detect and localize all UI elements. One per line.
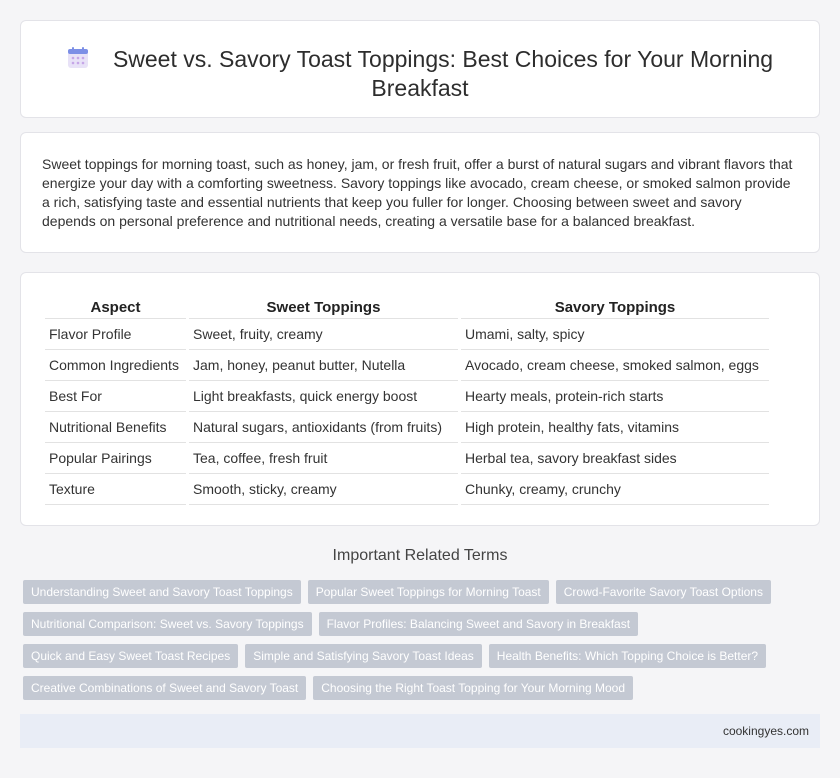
header-card bbox=[20, 20, 820, 118]
calendar-icon bbox=[67, 47, 89, 69]
comparison-table bbox=[42, 297, 772, 505]
column-header-savory: Savory Toppings bbox=[461, 297, 769, 319]
header-inner bbox=[21, 45, 819, 103]
table-row bbox=[45, 381, 769, 412]
table-row bbox=[45, 412, 769, 443]
table-header-row bbox=[45, 297, 769, 319]
table-cell: Jam, honey, peanut butter, Nutella bbox=[189, 350, 458, 381]
table-cell: Best For bbox=[45, 381, 186, 412]
table-cell: High protein, healthy fats, vitamins bbox=[461, 412, 769, 443]
footer bbox=[20, 714, 820, 748]
related-term-link[interactable]: Quick and Easy Sweet Toast Recipes bbox=[23, 644, 238, 668]
table-cell: Flavor Profile bbox=[45, 319, 186, 350]
related-term-link[interactable]: Simple and Satisfying Savory Toast Ideas bbox=[245, 644, 482, 668]
table-cell: Common Ingredients bbox=[45, 350, 186, 381]
table-cell: Chunky, creamy, crunchy bbox=[461, 474, 769, 505]
column-header-sweet: Sweet Toppings bbox=[189, 297, 458, 319]
comparison-table-card bbox=[20, 272, 820, 526]
related-term-link[interactable]: Crowd-Favorite Savory Toast Options bbox=[556, 580, 771, 604]
table-cell: Avocado, cream cheese, smoked salmon, eggs bbox=[461, 350, 769, 381]
related-term-link[interactable]: Nutritional Comparison: Sweet vs. Savory Toppings bbox=[23, 612, 312, 636]
related-terms-list bbox=[23, 580, 813, 708]
related-term-link[interactable]: Understanding Sweet and Savory Toast Toppings bbox=[23, 580, 301, 604]
related-term-link[interactable]: Popular Sweet Toppings for Morning Toast bbox=[308, 580, 549, 604]
intro-text: Sweet toppings for morning toast, such as honey, jam, or fresh fruit, offer a burst of natural sugars and vibrant flavors that energize your day with a comforting sweetness. Savory toppings like avocado, cream cheese, or smoked salmon provide a rich, satisfying taste and essential nutrients that keep you fuller for longer. Choosing between sweet and savory depends on personal preference and nutritional needs, creating a versatile base for a balanced breakfast. bbox=[42, 156, 793, 229]
table-cell: Tea, coffee, fresh fruit bbox=[189, 443, 458, 474]
related-term-link[interactable]: Creative Combinations of Sweet and Savory Toast bbox=[23, 676, 306, 700]
related-term-link[interactable]: Flavor Profiles: Balancing Sweet and Savory in Breakfast bbox=[319, 612, 638, 636]
column-header-aspect: Aspect bbox=[45, 297, 186, 319]
table-cell: Natural sugars, antioxidants (from fruits) bbox=[189, 412, 458, 443]
table-cell: Light breakfasts, quick energy boost bbox=[189, 381, 458, 412]
footer-site-link[interactable]: cookingyes.com bbox=[722, 724, 809, 738]
table-row bbox=[45, 474, 769, 505]
table-cell: Sweet, fruity, creamy bbox=[189, 319, 458, 350]
tag-row bbox=[23, 580, 813, 612]
related-terms-title: Important Related Terms bbox=[332, 547, 508, 564]
table-cell: Smooth, sticky, creamy bbox=[189, 474, 458, 505]
table-cell: Nutritional Benefits bbox=[45, 412, 186, 443]
tag-row bbox=[23, 644, 813, 676]
table-cell: Umami, salty, spicy bbox=[461, 319, 769, 350]
table-cell: Texture bbox=[45, 474, 186, 505]
table-cell: Herbal tea, savory breakfast sides bbox=[461, 443, 769, 474]
table-cell: Hearty meals, protein-rich starts bbox=[461, 381, 769, 412]
intro-card bbox=[20, 132, 820, 253]
table-row bbox=[45, 443, 769, 474]
related-term-link[interactable]: Health Benefits: Which Topping Choice is Better? bbox=[489, 644, 766, 668]
page-title: Sweet vs. Savory Toast Toppings: Best Choices for Your Morning Breakfast bbox=[112, 46, 774, 101]
tag-row bbox=[23, 676, 813, 708]
table-row bbox=[45, 319, 769, 350]
tag-row bbox=[23, 612, 813, 644]
table-row bbox=[45, 350, 769, 381]
related-term-link[interactable]: Choosing the Right Toast Topping for Your Morning Mood bbox=[313, 676, 633, 700]
table-cell: Popular Pairings bbox=[45, 443, 186, 474]
